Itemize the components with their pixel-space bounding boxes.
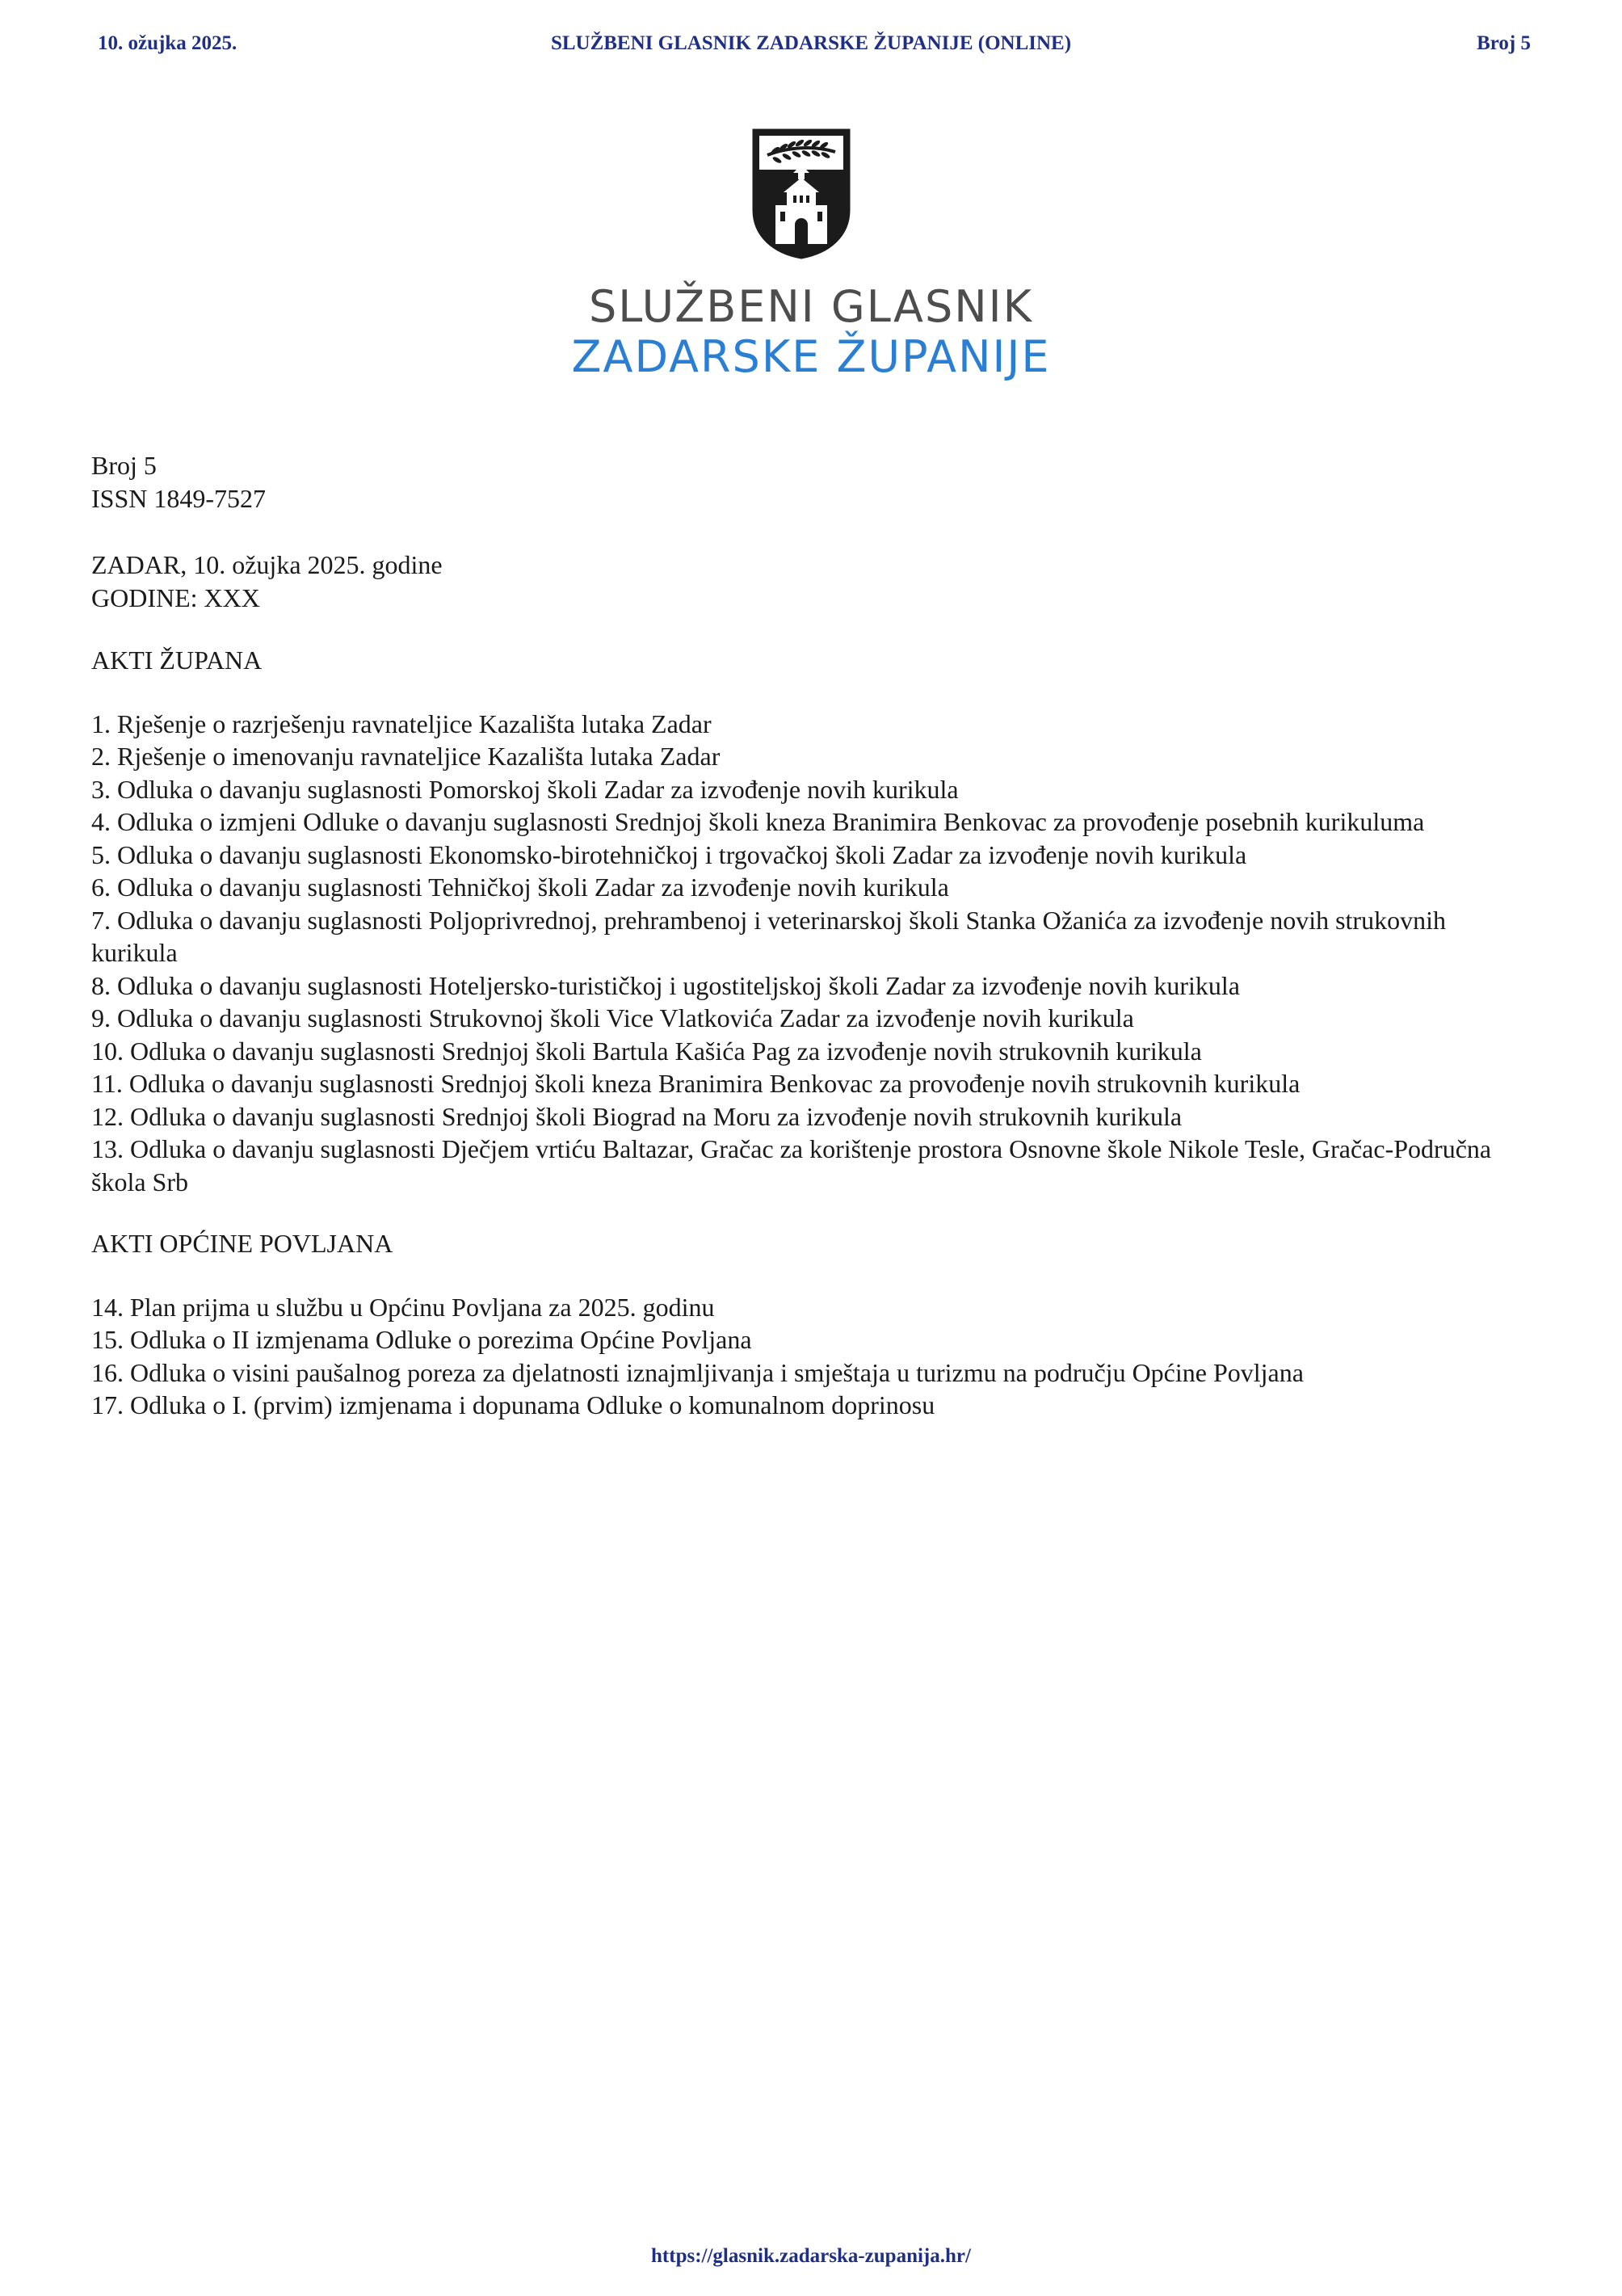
place-date: ZADAR, 10. ožujka 2025. godine	[91, 550, 443, 579]
list-item[interactable]: 13. Odluka o davanju suglasnosti Dječjem vrtiću Baltazar, Gračac za korištenje prostora Osnovne škole Nikole Tesle, Gračac-Područna škola Srb	[91, 1134, 1492, 1196]
list-item[interactable]: 4. Odluka o izmjeni Odluke o davanju suglasnosti Srednjoj školi kneza Branimira Benkovac za provođenje posebnih kurikuluma	[91, 807, 1425, 836]
list-item[interactable]: 9. Odluka o davanju suglasnosti Strukovnoj školi Vice Vlatkovića Zadar za izvođenje novih kurikula	[91, 1003, 1134, 1032]
list-item[interactable]: 16. Odluka o visini paušalnog poreza za djelatnosti iznajmljivanja i smještaja u turizmu na području Općine Povljana	[91, 1357, 1304, 1387]
section-title: AKTI OPĆINE POVLJANA	[91, 1229, 393, 1258]
list-item[interactable]: 2. Rješenje o imenovanju ravnateljice Kazališta lutaka Zadar	[91, 742, 721, 771]
masthead-title: SLUŽBENI GLASNIK	[588, 281, 1033, 332]
list-item[interactable]: 11. Odluka o davanju suglasnosti Srednjoj školi kneza Branimira Benkovac za provođenje novih strukovnih kurikula	[91, 1069, 1301, 1098]
list-item[interactable]: 17. Odluka o I. (prvim) izmjenama i dopunama Odluke o komunalnom doprinosu	[91, 1390, 935, 1419]
header-issue: Broj 5	[1477, 32, 1531, 54]
list-item[interactable]: 1. Rješenje o razrješenju ravnateljice Kazališta lutaka Zadar	[91, 709, 712, 738]
list-item[interactable]: 10. Odluka o davanju suglasnosti Srednjoj školi Bartula Kašića Pag za izvođenje novih strukovnih kurikula	[91, 1036, 1202, 1066]
footer-url[interactable]: https://glasnik.zadarska-zupanija.hr/	[651, 2245, 971, 2267]
list-item[interactable]: 15. Odluka o II izmjenama Odluke o porezima Općine Povljana	[91, 1325, 752, 1354]
issn: ISSN 1849-7527	[91, 483, 267, 513]
document-body	[91, 449, 1521, 1422]
list-item[interactable]: 8. Odluka o davanju suglasnosti Hoteljersko-turističkoj i ugostiteljskoj školi Zadar za izvođenje novih kurikula	[91, 970, 1240, 1000]
list-item[interactable]: 5. Odluka o davanju suglasnosti Ekonomsko-birotehničkoj i trgovačkoj školi Zadar za izvođenje novih kurikula	[91, 839, 1247, 869]
volume-year: GODINE: XXX	[91, 582, 260, 612]
section-title: AKTI ŽUPANA	[91, 645, 263, 675]
list-item[interactable]: 14. Plan prijma u službu u Općinu Povljana za 2025. godinu	[91, 1292, 715, 1322]
issue-number: Broj 5	[91, 451, 157, 480]
header-title: SLUŽBENI GLASNIK ZADARSKE ŽUPANIJE (ONLINE)	[550, 32, 1072, 54]
coat-of-arms-icon	[751, 128, 851, 260]
list-item[interactable]: 3. Odluka o davanju suglasnosti Pomorskoj školi Zadar za izvođenje novih kurikula	[91, 774, 959, 804]
list-item[interactable]: 12. Odluka o davanju suglasnosti Srednjoj školi Biograd na Moru za izvođenje novih strukovnih kurikula	[91, 1101, 1183, 1131]
list-item[interactable]: 6. Odluka o davanju suglasnosti Tehničkoj školi Zadar za izvođenje novih kurikula	[91, 873, 949, 902]
masthead-subtitle: ZADARSKE ŽUPANIJE	[571, 331, 1051, 382]
list-item[interactable]: 7. Odluka o davanju suglasnosti Poljoprivrednoj, prehrambenoj i veterinarskoj školi Stanka Ožanića za izvođenje novih strukovnih kurikula	[91, 905, 1446, 967]
header-date: 10. ožujka 2025.	[98, 32, 237, 54]
